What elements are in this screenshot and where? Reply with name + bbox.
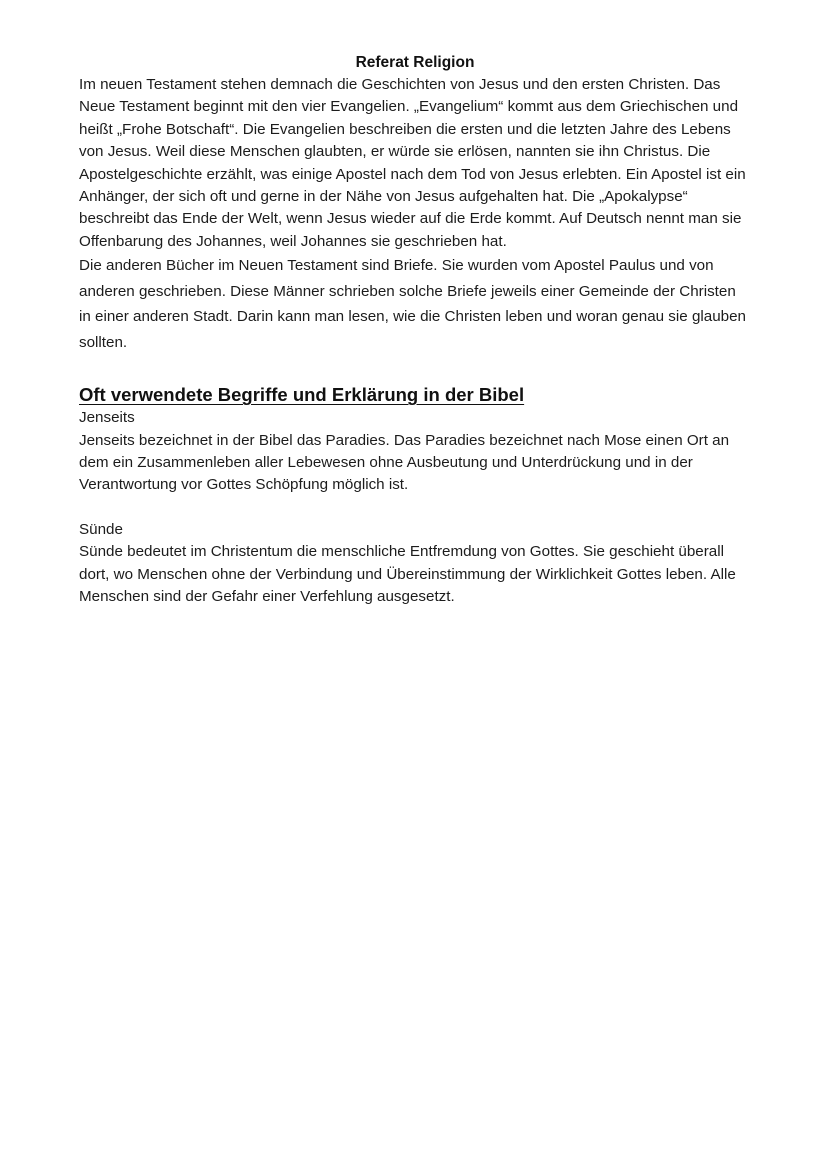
section-spacer <box>79 355 751 383</box>
section-heading: Oft verwendete Begriffe und Erklärung in der Bibel <box>79 384 525 406</box>
term-definition-suende: Sünde bedeutet im Christentum die menschliche Entfremdung von Gottes. Sie geschieht überall dort, wo Menschen ohne der Verbindung und Übereinstimmung der Wirklichkeit Gottes leben. Alle Menschen sind der Gefahr einer Verfehlung ausgesetzt. <box>79 543 736 606</box>
term-title-suende: Sünde <box>79 520 123 538</box>
term-spacer <box>79 497 751 519</box>
intro-paragraph-2: Die anderen Bücher im Neuen Testament sind Briefe. Sie wurden vom Apostel Paulus und von anderen geschrieben. Diese Männer schrieben solche Briefe jeweils einer Gemeinde der Christen in einer anderen Stadt. Darin kann man lesen, wie die Christen leben und woran genau sie glauben sollten. <box>79 257 746 351</box>
document-body <box>79 52 751 609</box>
term-title-jenseits: Jenseits <box>79 409 135 427</box>
intro-paragraph-1: Im neuen Testament stehen demnach die Geschichten von Jesus und den ersten Christen. Das Neue Testament beginnt mit den vier Evangelien. „Evangelium“ kommt aus dem Griechischen und heißt „Frohe Botschaft“. Die Evangelien beschreiben die ersten und die letzten Jahre des Lebens von Jesus. Weil diese Menschen glaubten, er würde sie erlösen, nannten sie ihn Christus. Die Apostelgeschichte erzählt, was einige Apostel nach dem Tod von Jesus erlebten. Ein Apostel ist ein Anhänger, der sich oft und gerne in der Nähe von Jesus aufgehalten hat. Die „Apokalypse“ beschreibt das Ende der Welt, wenn Jesus wieder auf die Erde kommt. Auf Deutsch nennt man sie Offenbarung des Johannes, weil Johannes sie geschrieben hat. <box>79 76 746 250</box>
document-title: Referat Religion <box>355 54 475 71</box>
term-definition-jenseits: Jenseits bezeichnet in der Bibel das Paradies. Das Paradies bezeichnet nach Mose einen Ort an dem ein Zusammenleben aller Lebewesen ohne Ausbeutung und Unterdrückung und in der Verantwortung vor Gottes Schöpfung möglich ist. <box>79 431 730 494</box>
